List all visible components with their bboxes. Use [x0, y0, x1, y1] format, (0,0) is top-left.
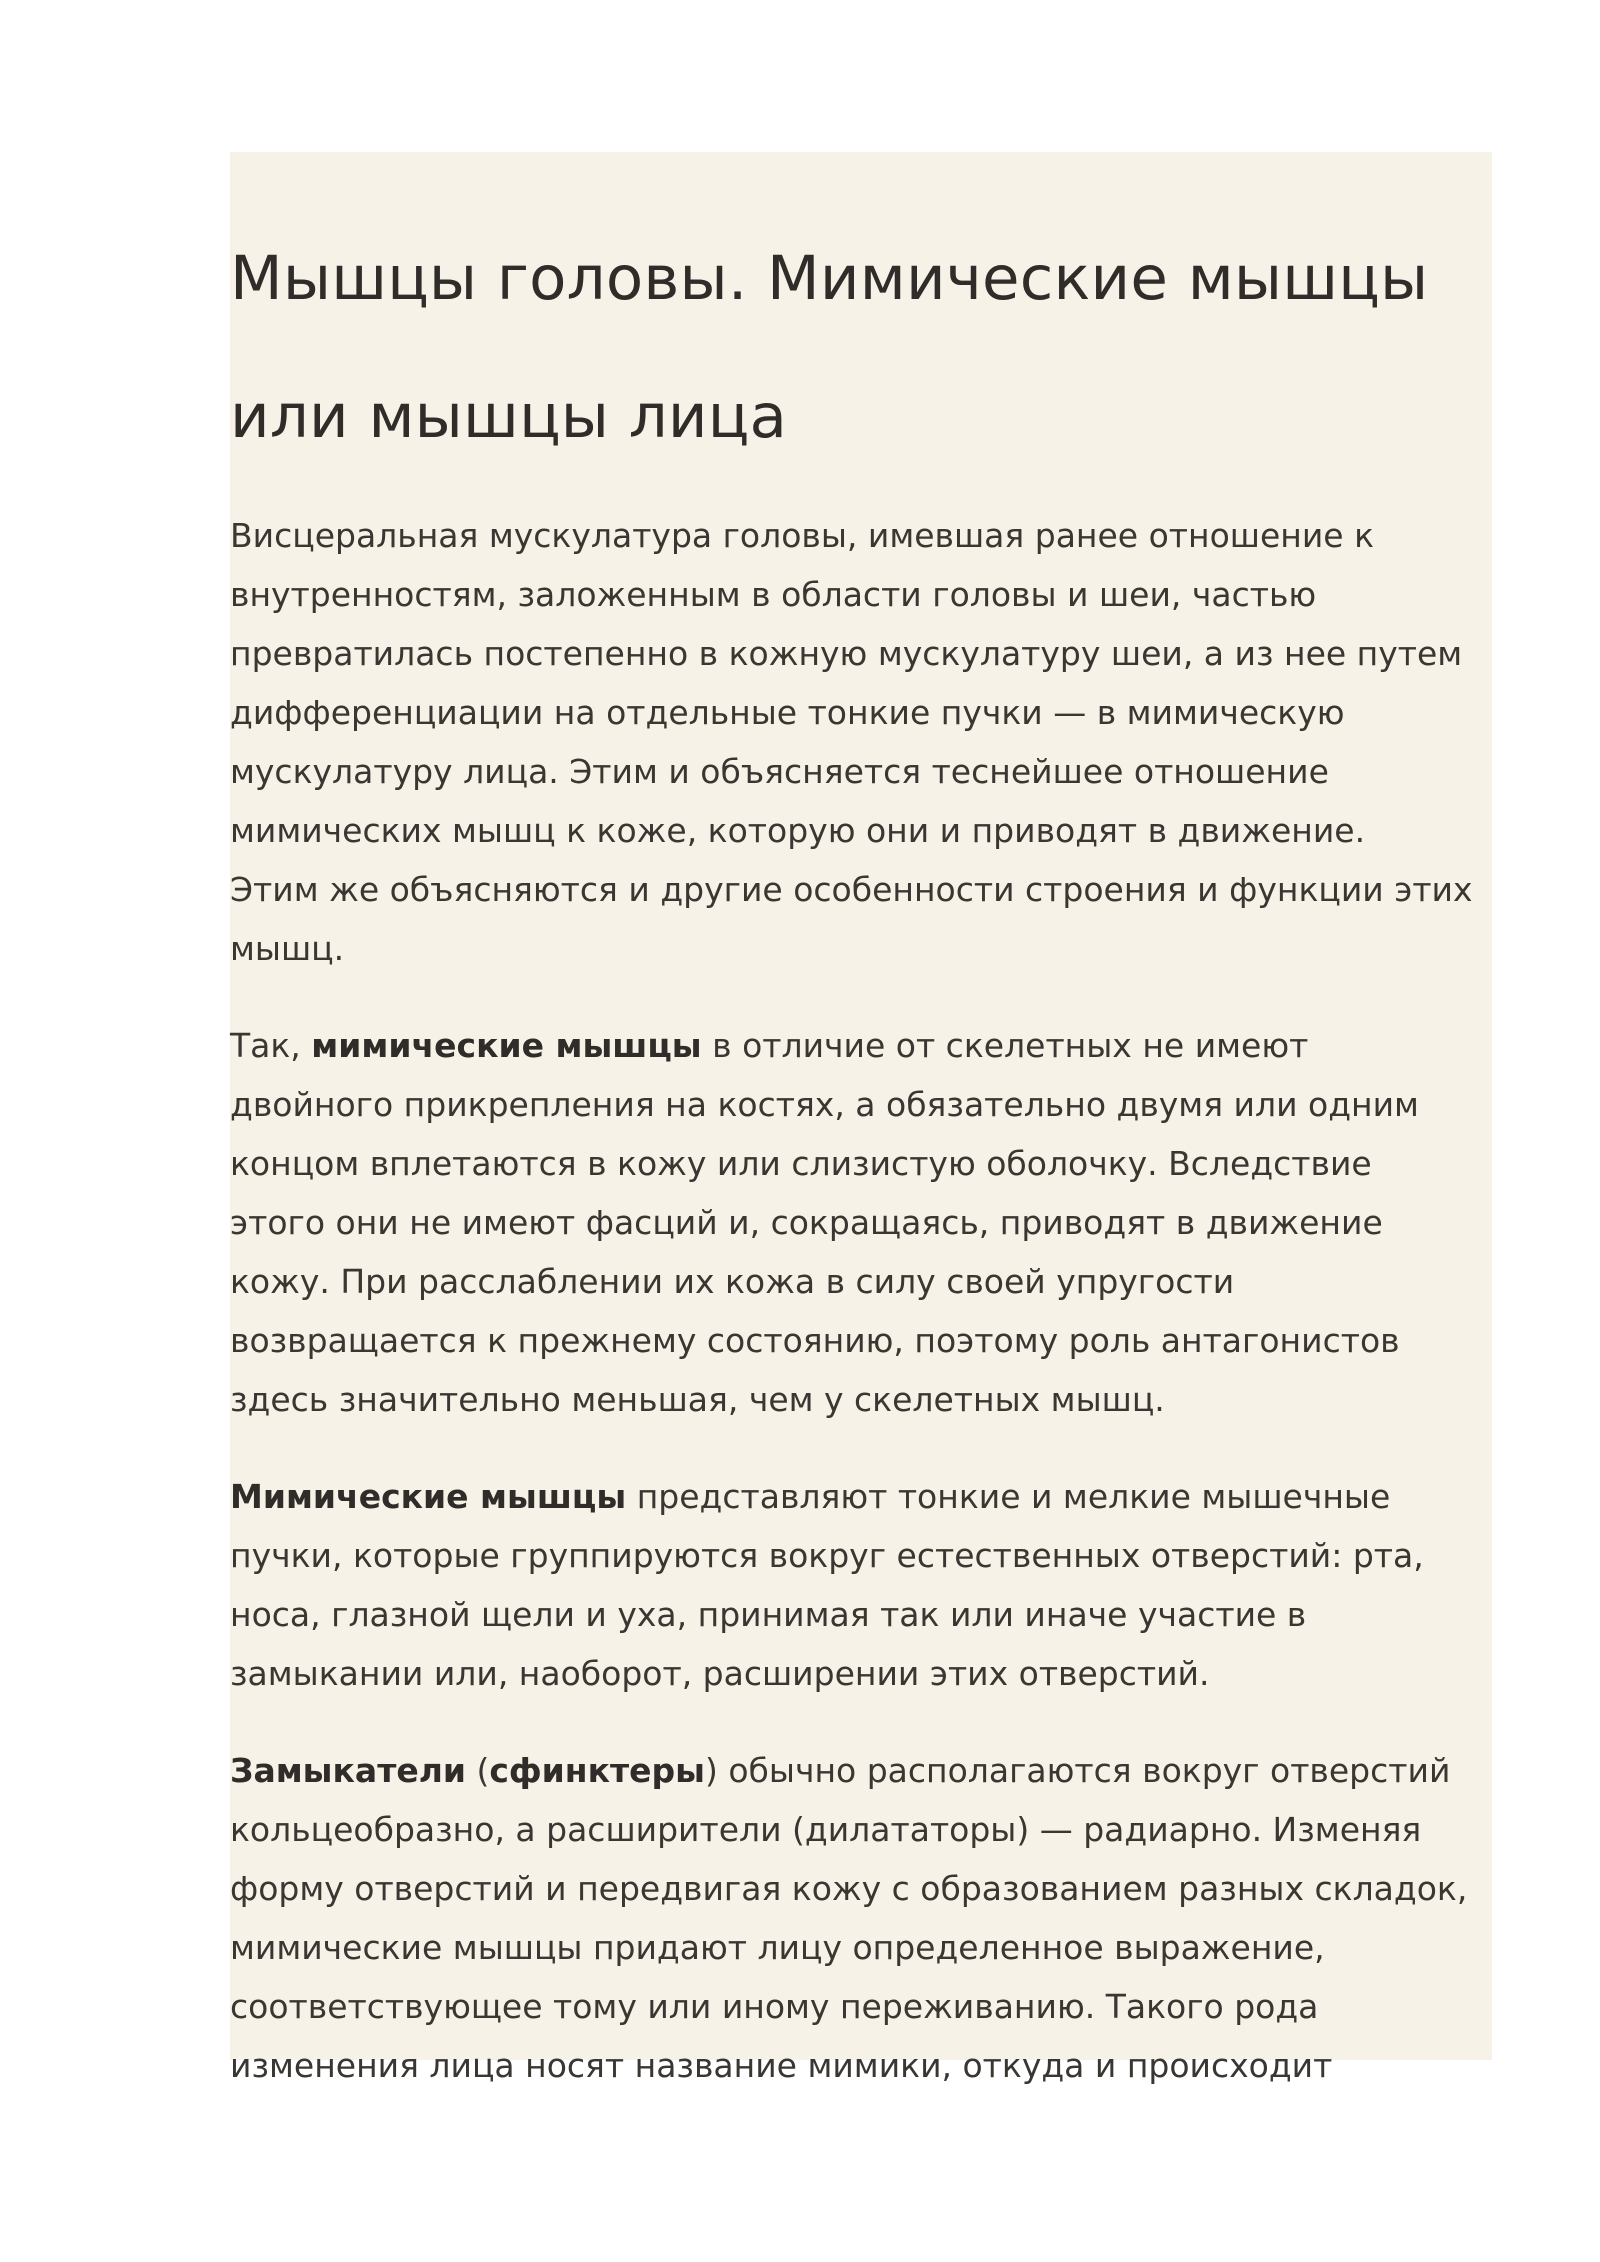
text-line: здесь значительно меньшая, чем у скелетных мышц.	[230, 1380, 1165, 1419]
text-line: кожу. При расслаблении их кожа в силу своей упругости	[230, 1262, 1235, 1301]
text-line: замыкании или, наоборот, расширении этих отверстий.	[230, 1654, 1210, 1693]
text-line: форму отверстий и передвигая кожу с образованием разных складок,	[230, 1869, 1468, 1908]
paragraph-muscle-bundles	[230, 1467, 1492, 1703]
page-panel	[230, 152, 1492, 2085]
bold-term: сфинктеры	[489, 1751, 705, 1790]
title-line: или мышцы лица	[230, 381, 788, 452]
paragraph-visceral-musculature	[230, 506, 1492, 978]
text-line: изменения лица носят название мимики, откуда и происходит	[230, 2046, 1333, 2085]
text-line: соответствующее тому или иному переживанию. Такого рода	[230, 1987, 1319, 2026]
text-line: двойного прикрепления на костях, а обязательно двумя или одним	[230, 1085, 1419, 1124]
text-run: Так,	[230, 1026, 312, 1065]
bold-term: Мимические мышцы	[230, 1477, 627, 1516]
text-line	[230, 1741, 1492, 1800]
paragraph-sphincters	[230, 1741, 1492, 2095]
text-line	[230, 1467, 1492, 1526]
text-run: ) обычно располагаются вокруг отверстий	[704, 1751, 1451, 1790]
text-line: пучки, которые группируются вокруг естественных отверстий: рта,	[230, 1536, 1424, 1575]
text-line: мышц.	[230, 929, 345, 968]
text-line	[230, 1016, 1492, 1075]
article-title	[230, 152, 1492, 486]
text-line: концом вплетаются в кожу или слизистую оболочку. Вследствие	[230, 1144, 1372, 1183]
text-line: мимические мышцы придают лицу определенное выражение,	[230, 1928, 1325, 1967]
text-line: этого они не имеют фасций и, сокращаясь, приводят в движение	[230, 1203, 1383, 1242]
text-line: мимических мышц к коже, которую они и приводят в движение.	[230, 811, 1366, 850]
text-line: превратилась постепенно в кожную мускулатуру шеи, а из нее путем	[230, 634, 1463, 673]
text-line: дифференциации на отдельные тонкие пучки — в мимическую	[230, 693, 1345, 732]
text-line: Висцеральная мускулатура головы, имевшая ранее отношение к	[230, 516, 1375, 555]
bold-term: мимические мышцы	[311, 1026, 702, 1065]
bold-term: Замыкатели	[230, 1751, 466, 1790]
article	[230, 152, 1492, 2095]
text-line: носа, глазной щели и уха, принимая так или иначе участие в	[230, 1595, 1307, 1634]
text-line: возвращается к прежнему состоянию, поэтому роль антагонистов	[230, 1321, 1400, 1360]
title-line: Мышцы головы. Мимические мышцы	[230, 243, 1429, 314]
text-run: в отличие от скелетных не имеют	[701, 1026, 1309, 1065]
text-run: представляют тонкие и мелкие мышечные	[626, 1477, 1391, 1516]
text-line: кольцеобразно, а расширители (дилататоры) — радиарно. Изменяя	[230, 1810, 1422, 1849]
text-line: Этим же объясняются и другие особенности строения и функции этих	[230, 870, 1473, 909]
text-run: (	[466, 1751, 490, 1790]
text-line: мускулатуру лица. Этим и объясняется теснейшее отношение	[230, 752, 1329, 791]
text-line: внутренностям, заложенным в области головы и шеи, частью	[230, 575, 1317, 614]
paragraph-no-double-attachment	[230, 1016, 1492, 1429]
